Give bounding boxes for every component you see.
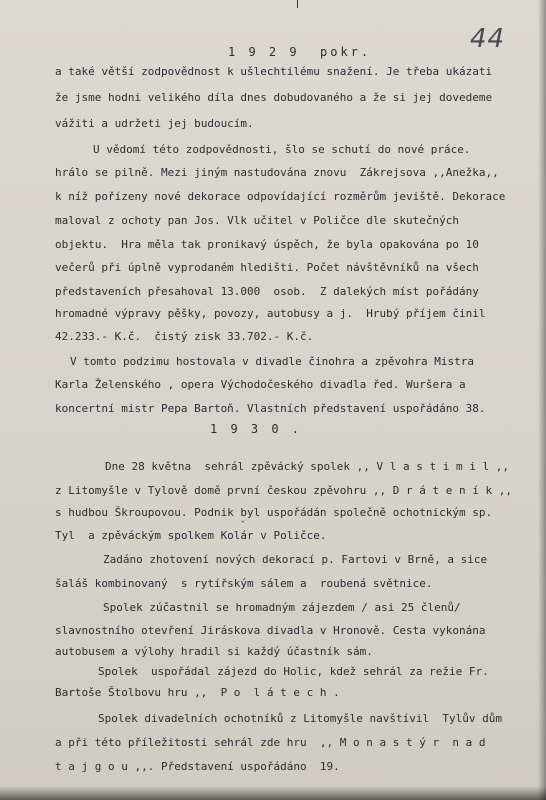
text-line: s hudbou Škroupovou. Podnik byl uspořádán společně ochotnickým sp. — [55, 506, 493, 519]
text-line: že jsme hodni velikého díla dnes dobudovaného a že si jej dovedeme — [55, 91, 493, 104]
text-line: a při této příležitosti sehrál zde hru ,, M o n a s t ý r n a d — [55, 736, 486, 749]
text-line: maloval z ochoty pan Jos. Vlk učitel v Poličce dle skutečných — [55, 214, 459, 227]
year-heading-1930: 1 9 3 0 . — [210, 422, 303, 436]
text-line: 42.233.- K.č. čistý zisk 33.702.- K.č. — [55, 330, 314, 343]
page-shadow-bottom — [0, 786, 546, 800]
text-line: slavnostního otevření Jiráskova divadla v Hronově. Cesta vykonána — [55, 624, 486, 637]
year-heading-1929: 1 9 2 9 pokr. — [228, 45, 372, 59]
text-line: Bartoše Štolbovu hru ,, P o l á t e c h . — [55, 686, 340, 699]
text-line: hromadné výpravy pěšky, povozy, autobusy a j. Hrubý příjem činil — [55, 307, 486, 320]
text-line: koncertní mistr Pepa Bartoň. Vlastních představení uspořádáno 38. — [55, 402, 486, 415]
text-line: vážiti a udržeti jej budoucím. — [55, 117, 254, 130]
top-tick-mark — [297, 0, 298, 8]
text-line: představeních přesahoval 13.000 osob. Z dalekých míst pořádány — [55, 285, 479, 298]
text-line: Dne 28 května sehrál zpěvácký spolek ,, V l a s t i m i l ,, — [105, 460, 509, 473]
text-line: V tomto podzimu hostovala v divadle činohra a zpěvohra Mistra — [70, 355, 474, 368]
text-line: Karla Želenského , opera Východočeského divadla řed. Wuršera a — [55, 378, 466, 391]
text-line: Zadáno zhotovení nových dekorací p. Fartovi v Brně, a sice — [103, 553, 488, 566]
page-number: 44 — [470, 24, 506, 54]
handwritten-correction-mark: ˇ — [240, 521, 246, 531]
text-line: k níž pořízeny nové dekorace odpovídající rozměrům jeviště. Dekorace — [55, 190, 506, 203]
text-line: autobusem a výlohy hradil si každý účastník sám. — [55, 645, 373, 658]
text-line: Tyl a zpěváckým spolkem Kolár v Poličce. — [55, 529, 327, 542]
text-line: objektu. Hra měla tak pronikavý úspěch, že byla opakována po 10 — [55, 238, 479, 251]
text-line: Spolek uspořádal zájezd do Holic, kdež sehrál za režie Fr. — [98, 665, 489, 678]
text-line: z Litomyšle v Tylově domě první českou zpěvohru ,, D r á t e n í k ,, — [55, 484, 512, 497]
text-line: t a j g o u ,,. Představení uspořádáno 19. — [55, 760, 340, 773]
text-line: U vědomí této zodpovědnosti, šlo se schutí do nové práce. — [93, 143, 471, 156]
text-line: hrálo se pilně. Mezi jiným nastudována znovu Zákrejsova ,,Anežka,, — [55, 166, 499, 179]
text-line: Spolek zúčastnil se hromadným zájezdem / asi 25 členů/ — [103, 601, 461, 614]
text-line: šaláš kombinovaný s rytířským sálem a roubená světnice. — [55, 577, 433, 590]
text-line: Spolek divadelních ochotníků z Litomyšle navštívil Tylův dům — [98, 712, 502, 725]
text-line: a také větší zodpovědnost k ušlechtilému snažení. Je třeba ukázati — [55, 65, 493, 78]
page-shadow-right — [538, 0, 546, 800]
text-line: večerů při úplně vyprodaném hledišti. Počet návštěvníků na všech — [55, 261, 479, 274]
